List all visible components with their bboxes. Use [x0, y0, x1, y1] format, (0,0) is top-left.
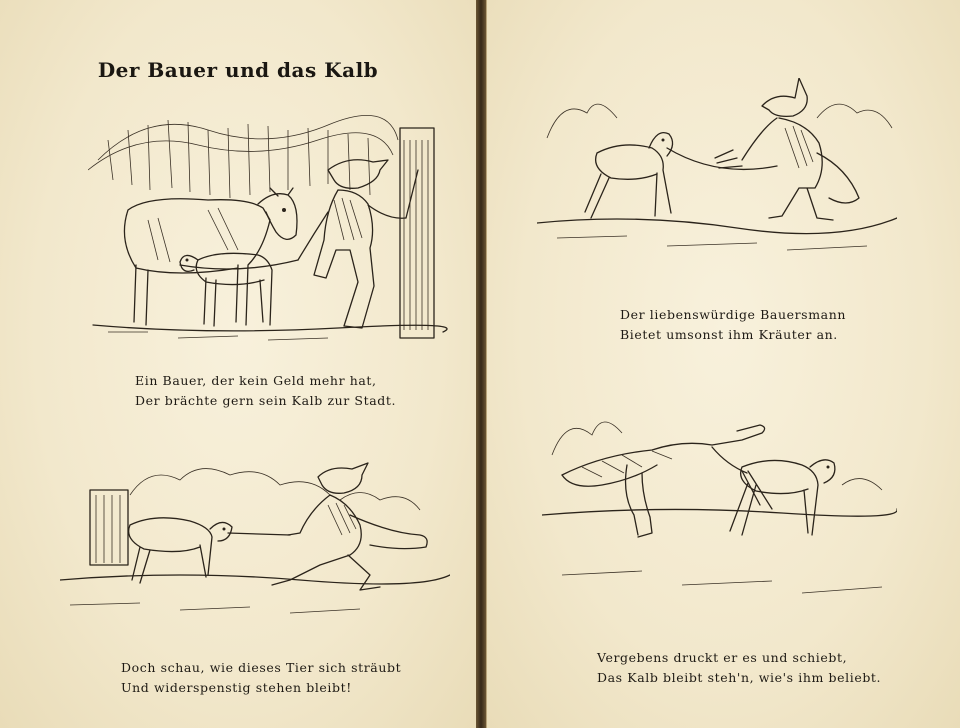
caption-three-line-1: Doch schau, wie dieses Tier sich sträubt [121, 660, 402, 675]
page-title: Der Bauer und das Kalb [97, 58, 379, 82]
caption-two [620, 305, 846, 345]
illustration-pushing-calf [542, 405, 897, 615]
illustration-calf-resists [60, 455, 450, 625]
illustration-offering-herbs [537, 78, 897, 268]
caption-four-line-2: Das Kalb bleibt steh'n, wie's ihm beliebt. [597, 670, 882, 685]
caption-two-line-1: Der liebenswürdige Bauersmann [620, 307, 847, 322]
caption-one-line-1: Ein Bauer, der kein Geld mehr hat, [135, 373, 377, 388]
book-gutter [476, 0, 486, 728]
caption-one [135, 371, 396, 411]
caption-one-line-2: Der brächte gern sein Kalb zur Stadt. [135, 393, 397, 408]
illustration-farmer-cow-calf [88, 100, 448, 350]
right-page [486, 0, 960, 728]
caption-three [121, 658, 401, 698]
caption-four [597, 648, 881, 688]
left-page [0, 0, 477, 728]
caption-three-line-2: Und widerspenstig stehen bleibt! [121, 680, 352, 695]
caption-two-line-2: Bietet umsonst ihm Kräuter an. [620, 327, 838, 342]
caption-four-line-1: Vergebens druckt er es und schiebt, [597, 650, 848, 665]
